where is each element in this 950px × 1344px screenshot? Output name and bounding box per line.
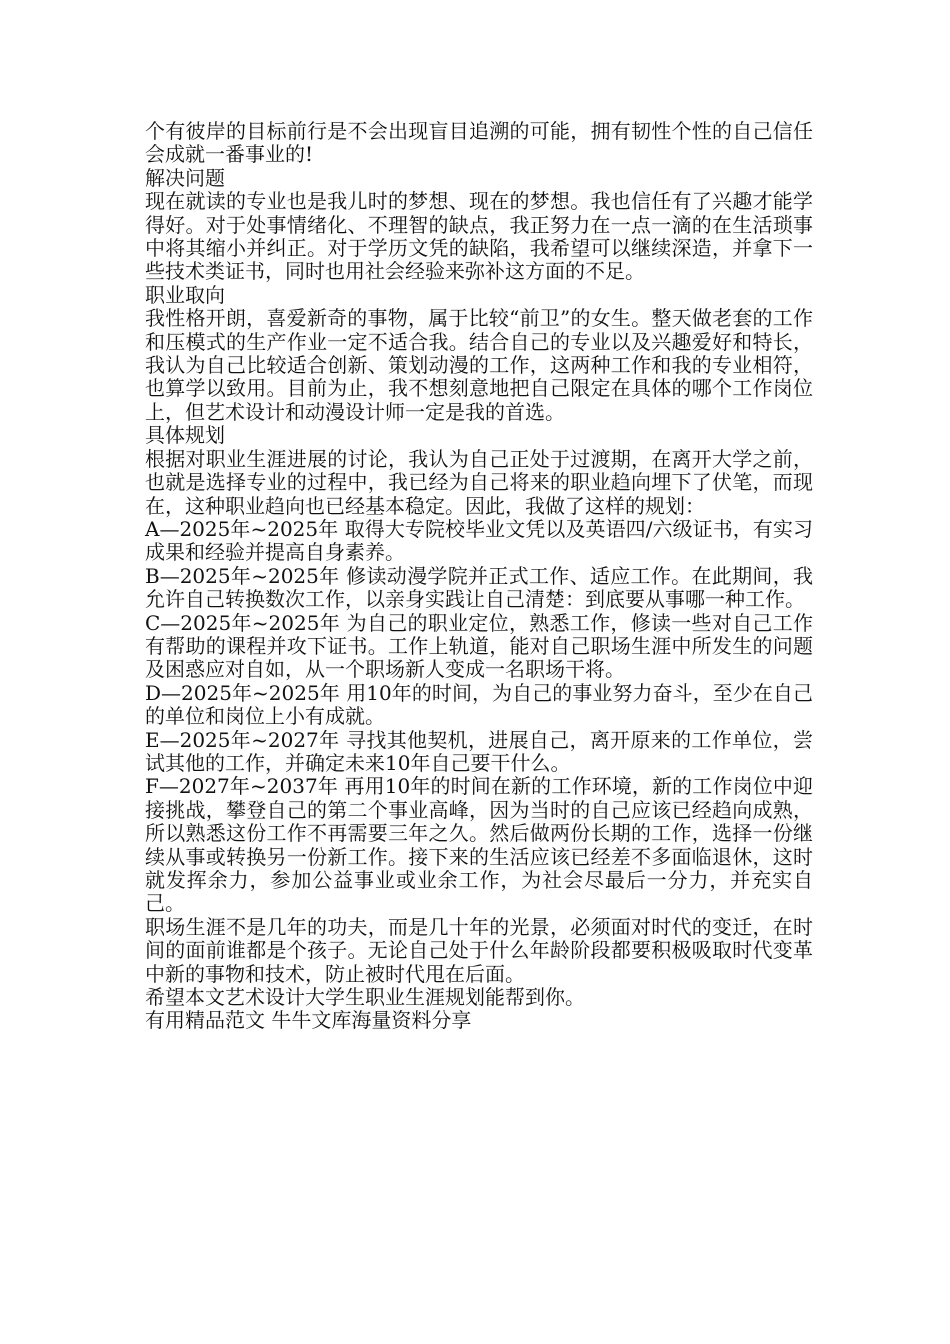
- plan-item-e: E—2025年~2027年 寻找其他契机，进展自己，离开原来的工作单位，尝试其他的工作，并确定未来10年自己要干什么。: [145, 727, 813, 775]
- paragraph-intro-continuation: 个有彼岸的目标前行是不会出现盲目追溯的可能，拥有韧性个性的自己信任会成就一番事业的!: [145, 119, 813, 167]
- paragraph-closing-wish: 希望本文艺术设计大学生职业生涯规划能帮到你。: [145, 985, 585, 1010]
- paragraph-specific-plan-intro: 根据对职业生涯进展的讨论，我认为自己正处于过渡期，在离开大学之前，也就是选择专业的过程中，我已经为自己将来的职业趋向埋下了伏笔，而现在，这种职业趋向也已经基本稳定。因此，我做了这样的规划：: [145, 446, 813, 518]
- plan-item-f: F—2027年~2037年 再用10年的时间在新的工作环境，新的工作岗位中迎接挑战，攀登自己的第二个事业高峰，因为当时的自己应该已经趋向成熟，所以熟悉这份工作不再需要三年之久。然后做两份长期的工作，选择一份继续从事或转换另一份新工作。接下来的生活应该已经差不多面临退休，这时就发挥余力，参加公益事业或业余工作，为社会尽最后一分力，并充实自己。: [145, 774, 813, 916]
- plan-item-b: B—2025年~2025年 修读动漫学院并正式工作、适应工作。在此期间，我允许自己转换数次工作，以亲身实践让自己清楚：到底要从事哪一种工作。: [145, 563, 813, 612]
- plan-item-d: D—2025年~2025年 用10年的时间，为自己的事业努力奋斗，至少在自己的单位和岗位上小有成就。: [145, 680, 813, 729]
- paragraph-conclusion: 职场生涯不是几年的功夫，而是几十年的光景，必须面对时代的变迁，在时间的面前谁都是个孩子。无论自己处于什么年龄阶段都要积极吸取时代变革中新的事物和技术，防止被时代甩在后面。: [145, 914, 813, 986]
- paragraph-career-orientation: 我性格开朗，喜爱新奇的事物，属于比较“前卫”的女生。整天做老套的工作和压模式的生产作业一定不适合我。结合自己的专业以及兴趣爱好和特长，我认为自己比较适合创新、策划动漫的工作，这两种工作和我的专业相符，也算学以致用。目前为止，我不想刻意地把自己限定在具体的哪个工作岗位上，但艺术设计和动漫设计师一定是我的首选。: [145, 306, 813, 424]
- heading-specific-plan: 具体规划: [145, 423, 225, 448]
- plan-item-c: C—2025年~2025年 为自己的职业定位，熟悉工作，修读一些对自己工作有帮助的课程并攻下证书。工作上轨道，能对自己职场生涯中所发生的问题及困惑应对自如，从一个职场新人变成一名职场干将。: [145, 610, 813, 682]
- paragraph-solve-problems: 现在就读的专业也是我儿时的梦想、现在的梦想。我也信任有了兴趣才能学得好。对于处事情绪化、不理智的缺点，我正努力在一点一滴的在生活琐事中将其缩小并纠正。对于学历文凭的缺陷，我希望可以继续深造，并拿下一些技术类证书，同时也用社会经验来弥补这方面的不足。: [145, 189, 813, 284]
- heading-solve-problems: 解决问题: [145, 165, 225, 190]
- document-page: [145, 120, 813, 1033]
- plan-item-a: A—2025年~2025年 取得大专院校毕业文凭以及英语四/六级证书，有实习成果和经验并提高自身素养。: [145, 516, 813, 565]
- footer-source-note: 有用精品范文 牛牛文库海量资料分享: [145, 1008, 472, 1033]
- heading-career-orientation: 职业取向: [145, 282, 225, 307]
